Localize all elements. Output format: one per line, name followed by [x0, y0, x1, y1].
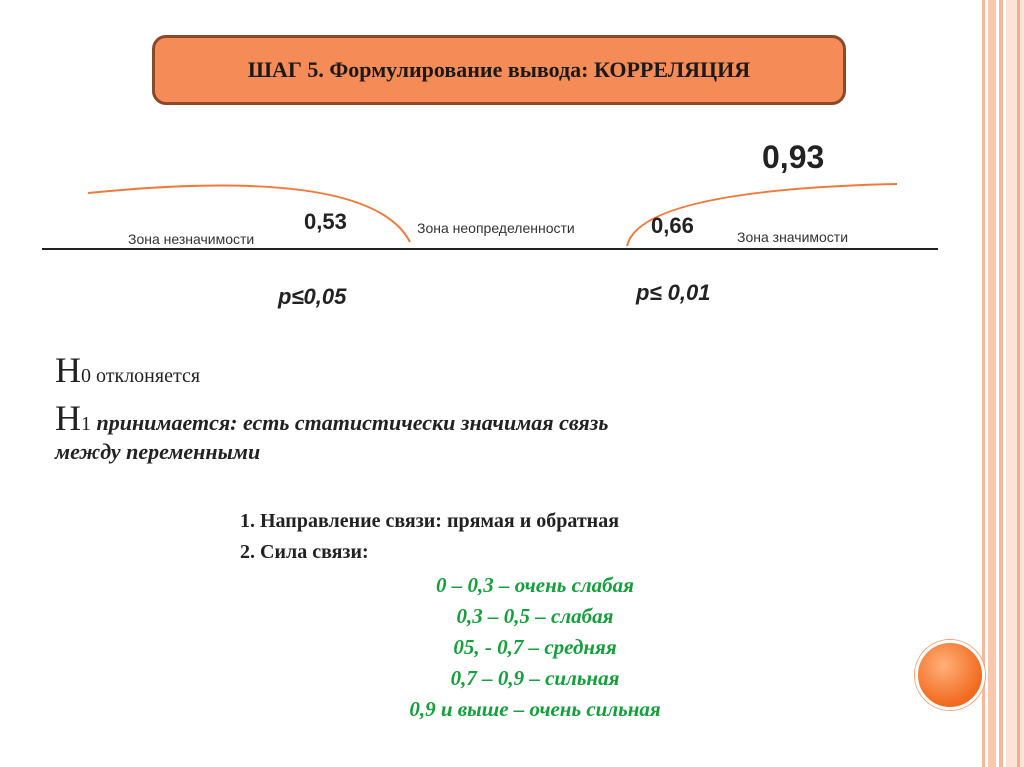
zone-uncertainty-label: Зона неопределенности: [417, 220, 575, 236]
value-066: 0,66: [651, 213, 694, 238]
h0-subscript: 0: [81, 365, 91, 387]
decor-circle: [915, 640, 985, 710]
h1-text-continued: между переменными: [55, 439, 261, 464]
zone-insignificance-label: Зона незначимости: [128, 231, 255, 247]
h0-letter: Н: [55, 350, 81, 390]
p-005-label: p≤0,05: [278, 284, 347, 309]
note-direction: 1. Направление связи: прямая и обратная: [240, 510, 620, 532]
notes-list: [240, 510, 619, 572]
slide-title: ШАГ 5. Формулирование вывода: КОРРЕЛЯЦИЯ: [247, 57, 751, 82]
strength-item: 05, - 0,7 – средняя: [453, 635, 617, 659]
h0-text: отклоняется: [91, 365, 201, 387]
strength-item: 0,3 – 0,5 – слабая: [456, 604, 614, 628]
value-053: 0,53: [304, 209, 347, 234]
h1-subscript: 1: [81, 413, 91, 435]
strength-item: 0,7 – 0,9 – сильная: [450, 666, 620, 690]
value-093: 0,93: [762, 139, 825, 175]
p-001-label: p≤ 0,01: [636, 280, 711, 305]
h1-text: принимается: есть статистически значимая связь: [91, 410, 609, 435]
zone-significance-label: Зона значимости: [737, 229, 849, 245]
strength-item: 0 – 0,3 – очень слабая: [436, 573, 634, 597]
note-strength: 2. Сила связи:: [240, 541, 369, 563]
h1-letter: Н: [55, 398, 81, 438]
hypothesis-h0: [55, 349, 200, 391]
significance-scale: [0, 0, 1024, 330]
strength-item: 0,9 и выше – очень сильная: [409, 697, 661, 721]
hypothesis-h1: [55, 397, 935, 439]
